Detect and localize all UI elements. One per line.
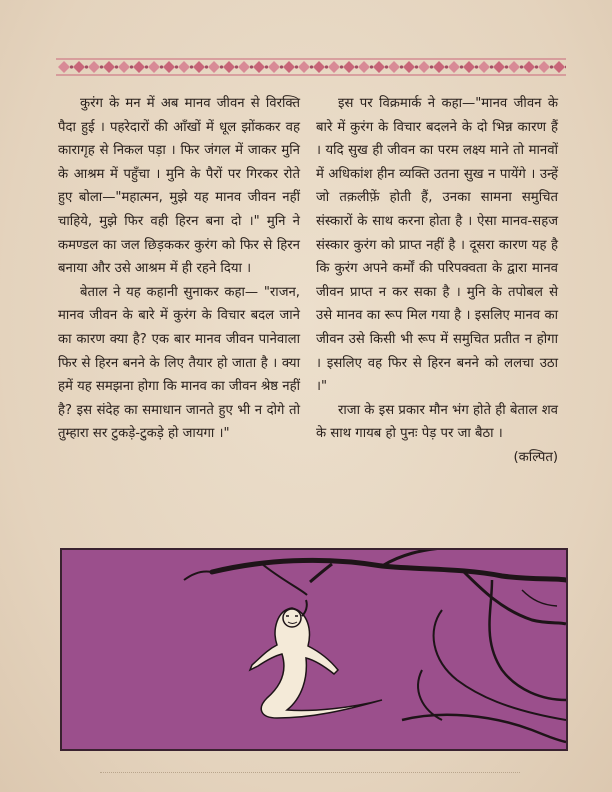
border-motif-icon	[358, 61, 370, 73]
border-motif-icon	[103, 61, 115, 73]
border-dot-icon	[385, 65, 388, 68]
story-paragraph-3: इस पर विक्रमार्क ने कहा—"मानव जीवन के बारे में कुरंग के विचार बदलने के दो भिन्न कारण हैं । यदि सुख ही जीवन का परम लक्ष्य माने तो मानवों में अधिकांश हीन व्यक्ति उतना सुख न पायेंगे । उन्हें जो तक़लीफ़ें होती हैं, उनका सामना समुचित संस्कारों के साथ करना होता है । ऐसा मानव-सहज संस्कार कुरंग को प्राप्त नहीं है । दूसरा कारण यह है कि कुरंग अपने कर्मों की परिपक्वता के द्वारा मानव जीवन प्राप्त न कर सका है । मुनि के तपोबल से उसे मानव का रूप मिल गया है । इसलिए मानव का जीवन उसे किसी भी रूप में समुचित प्रतीत न होगा । इसलिए वह फिर से हिरन बनने को ललचा उठा ।"	[316, 96, 558, 395]
border-dot-icon	[325, 65, 328, 68]
border-dot-icon	[355, 65, 358, 68]
footer-divider	[100, 772, 520, 774]
closing-text: राजा के इस प्रकार मौन भंग होते ही बेताल शव के साथ गायब हो पुनः पेड़ पर जा बैठा ।	[316, 402, 558, 442]
border-dot-icon	[85, 65, 88, 68]
story-paragraph-1: कुरंग के मन में अब मानव जीवन से विरक्ति पैदा हुई । पहरेदारों की आँखों में धूल झोंककर वह कारागृह से निकल पड़ा । फिर जंगल में जाकर मुनि के आश्रम में पहुँचा । मुनि के पैरों पर गिरकर रोते हुए बोला—"महात्मन, मुझे यह मानव जीवन नहीं चाहिये, मुझे फिर वही हिरन बना दो ।" मुनि ने कमण्डल का जल छिड़ककर कुरंग को फिर से हिरन बनाया और उसे आश्रम में ही रहने दिया ।	[58, 96, 300, 277]
border-dot-icon	[310, 65, 313, 68]
border-dot-icon	[340, 65, 343, 68]
border-dot-icon	[520, 65, 523, 68]
border-dot-icon	[550, 65, 553, 68]
border-dot-icon	[505, 65, 508, 68]
border-motif-icon	[448, 61, 460, 73]
border-dot-icon	[280, 65, 283, 68]
border-dot-icon	[70, 65, 73, 68]
border-motif-icon	[193, 61, 205, 73]
border-dot-icon	[220, 65, 223, 68]
border-motif-icon	[433, 61, 445, 73]
border-dot-icon	[115, 65, 118, 68]
border-motif-icon	[343, 61, 355, 73]
border-motif-icon	[223, 61, 235, 73]
border-motif-icon	[148, 61, 160, 73]
border-motif-icon	[553, 61, 565, 73]
border-motif-icon	[388, 61, 400, 73]
border-motif-icon	[418, 61, 430, 73]
vetal-ghost-icon	[250, 608, 382, 718]
border-dot-icon	[370, 65, 373, 68]
border-dot-icon	[400, 65, 403, 68]
border-motif-icon	[118, 61, 130, 73]
story-paragraph-2: बेताल ने यह कहानी सुनाकर कहा— "राजन, मानव जीवन के बारे में कुरंग के विचार बदल जाने का कारण क्या है? एक बार मानव जीवन पानेवाला फिर से हिरन बनने के लिए तैयार हो जाता है । क्या हमें यह समझना होगा कि मानव का जीवन श्रेष्ठ नहीं है? इस संदेह का समाधान जानते हुए भी न दोगे तो तुम्हारा सर टुकड़े-टुकड़े हो जायगा ।"	[58, 284, 300, 442]
border-motif-icon	[313, 61, 325, 73]
border-dot-icon	[100, 65, 103, 68]
border-motif-icon	[178, 61, 190, 73]
border-motif-icon	[478, 61, 490, 73]
left-column	[58, 92, 300, 446]
border-motif-icon	[373, 61, 385, 73]
right-column	[316, 92, 558, 470]
border-motif-icon	[163, 61, 175, 73]
credit-label: (कल्पित)	[513, 449, 558, 465]
border-dot-icon	[475, 65, 478, 68]
border-motif-icon	[133, 61, 145, 73]
vetal-illustration	[60, 548, 568, 751]
border-dot-icon	[175, 65, 178, 68]
border-motif-icon	[463, 61, 475, 73]
story-paragraph-4	[316, 399, 558, 465]
border-dot-icon	[565, 65, 566, 68]
border-motif-icon	[88, 61, 100, 73]
border-motif-icon	[58, 61, 70, 73]
border-dot-icon	[430, 65, 433, 68]
border-dot-icon	[265, 65, 268, 68]
border-dot-icon	[130, 65, 133, 68]
border-motif-icon	[283, 61, 295, 73]
border-dot-icon	[445, 65, 448, 68]
border-motif-icon	[538, 61, 550, 73]
border-dot-icon	[160, 65, 163, 68]
border-dot-icon	[250, 65, 253, 68]
border-motif-icon	[403, 61, 415, 73]
border-dot-icon	[415, 65, 418, 68]
border-motif-icon	[523, 61, 535, 73]
border-motif-icon	[253, 61, 265, 73]
border-motif-icon	[268, 61, 280, 73]
border-dot-icon	[205, 65, 208, 68]
border-dot-icon	[490, 65, 493, 68]
border-dot-icon	[535, 65, 538, 68]
border-dot-icon	[460, 65, 463, 68]
border-pattern-icon	[56, 58, 566, 76]
border-motif-icon	[238, 61, 250, 73]
border-dot-icon	[145, 65, 148, 68]
border-motif-icon	[328, 61, 340, 73]
decorative-border	[56, 58, 566, 76]
border-motif-icon	[508, 61, 520, 73]
border-motif-icon	[73, 61, 85, 73]
border-dot-icon	[295, 65, 298, 68]
border-dot-icon	[190, 65, 193, 68]
border-motif-icon	[298, 61, 310, 73]
border-dot-icon	[235, 65, 238, 68]
border-motif-icon	[493, 61, 505, 73]
border-motif-icon	[208, 61, 220, 73]
tree-ghost-drawing-icon	[62, 550, 566, 749]
